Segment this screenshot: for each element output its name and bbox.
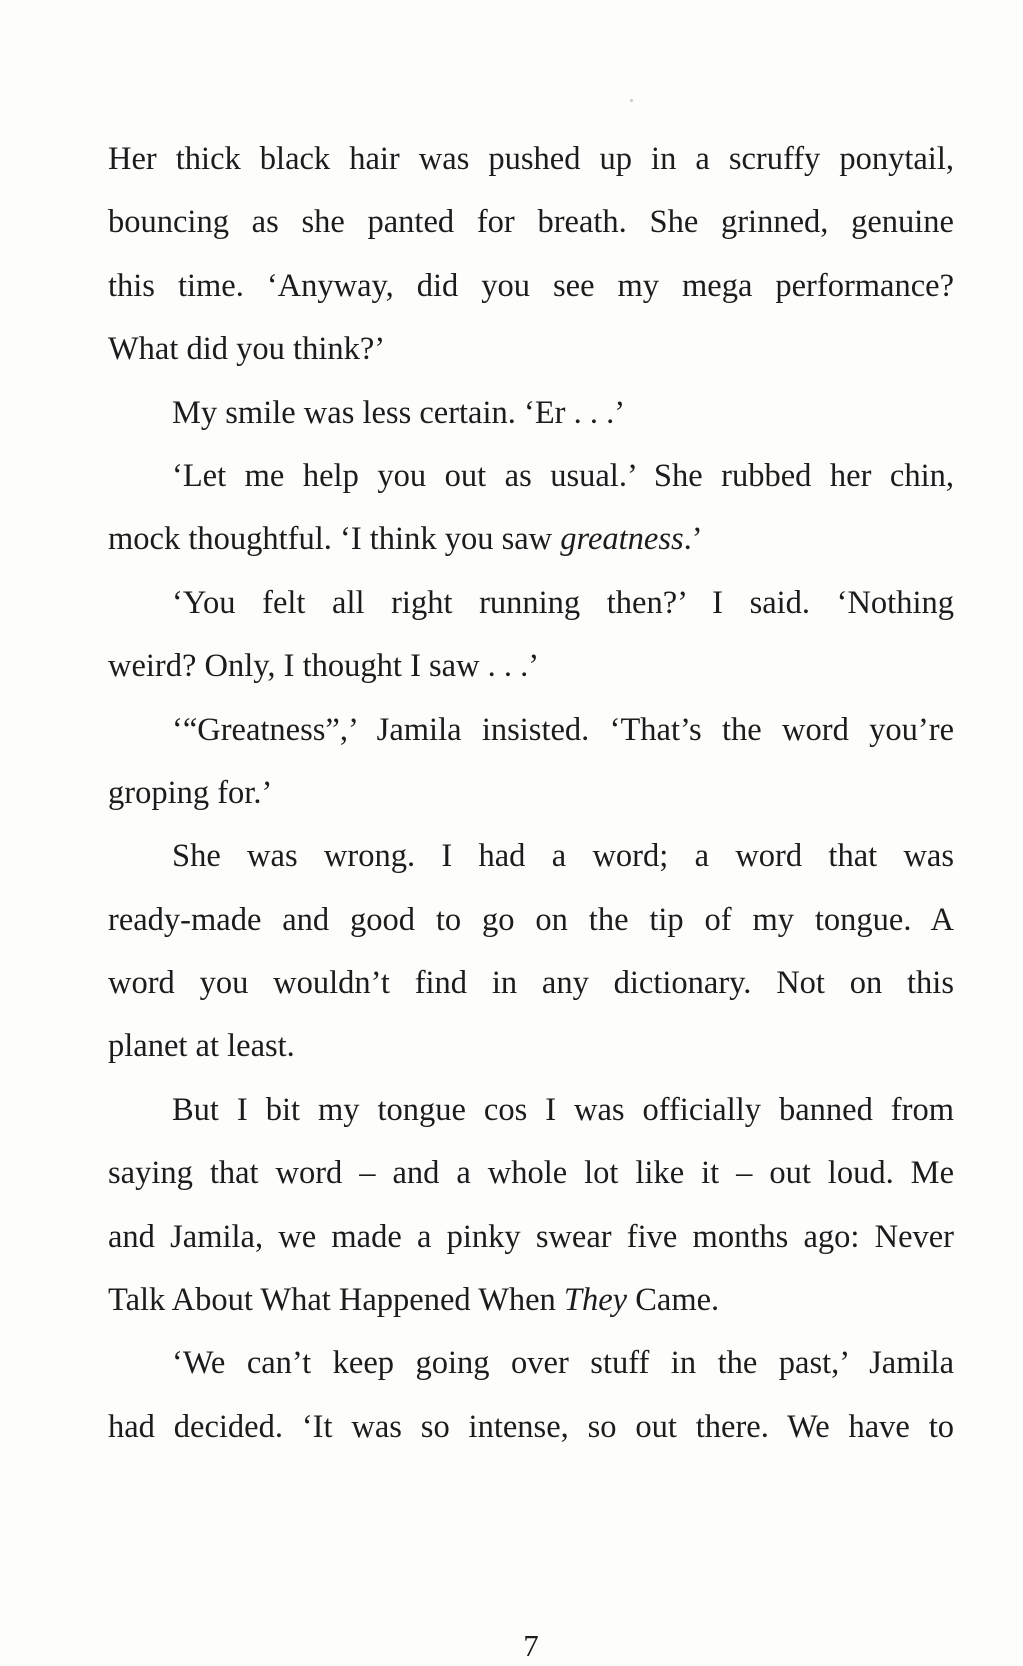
text-run: ‘We can’t keep going over stuff in the past,’ Jamila — [172, 1345, 954, 1382]
text-line — [108, 191, 954, 254]
text-run: What did you think?’ — [108, 331, 386, 368]
text-run: But I bit my tongue cos I was officially banned from — [172, 1091, 954, 1128]
text-line — [108, 1332, 954, 1395]
text-line — [108, 128, 954, 191]
text-line — [108, 382, 954, 445]
text-run: My smile was less certain. ‘Er . . .’ — [172, 394, 626, 431]
book-page-text — [108, 128, 954, 1459]
text-line — [108, 318, 954, 381]
text-line — [108, 889, 954, 952]
text-line — [108, 255, 954, 318]
text-line — [108, 1396, 954, 1459]
text-line — [108, 1269, 954, 1332]
text-run: ‘You felt all right running then?’ I said. ‘Nothing — [172, 584, 954, 621]
page-number: 7 — [523, 1628, 539, 1663]
text-line — [108, 825, 954, 888]
text-run: mock thoughtful. ‘I think you saw — [108, 521, 561, 558]
text-line — [108, 1142, 954, 1205]
paragraph — [108, 128, 954, 382]
italic-text-run: They — [563, 1282, 628, 1319]
text-line — [108, 762, 954, 825]
text-run: word you wouldn’t find in any dictionary. Not on this — [108, 965, 954, 1002]
text-run: She was wrong. I had a word; a word that was — [172, 838, 954, 875]
text-run: ready-made and good to go on the tip of my tongue. A — [108, 901, 954, 938]
text-run: planet at least. — [108, 1028, 295, 1065]
paragraph — [108, 1332, 954, 1459]
text-line — [108, 1206, 954, 1269]
text-line — [108, 445, 954, 508]
scan-speck — [630, 99, 633, 102]
text-run: ‘Let me help you out as usual.’ She rubbed her chin, — [172, 457, 954, 494]
text-run: weird? Only, I thought I saw . . .’ — [108, 648, 540, 685]
text-line — [108, 1079, 954, 1142]
text-run: Her thick black hair was pushed up in a scruffy ponytail, — [108, 141, 954, 177]
text-line — [108, 635, 954, 698]
paragraph — [108, 825, 954, 1079]
text-run: Came. — [627, 1282, 720, 1319]
text-run: and Jamila, we made a pinky swear five months ago: Never — [108, 1218, 954, 1255]
paragraph — [108, 445, 954, 572]
text-run: bouncing as she panted for breath. She grinned, genuine — [108, 204, 954, 241]
text-run: had decided. ‘It was so intense, so out there. We have to — [108, 1408, 954, 1445]
italic-text-run: greatness — [560, 521, 684, 558]
paragraph — [108, 699, 954, 826]
text-run: .’ — [683, 521, 703, 558]
paragraph — [108, 382, 954, 445]
text-line — [108, 952, 954, 1015]
text-line — [108, 1015, 954, 1078]
paragraph — [108, 1079, 954, 1333]
text-run: this time. ‘Anyway, did you see my mega performance? — [108, 267, 954, 304]
text-run: groping for.’ — [108, 774, 273, 811]
text-line — [108, 572, 954, 635]
paragraph — [108, 572, 954, 699]
text-run: saying that word – and a whole lot like it – out loud. Me — [108, 1155, 954, 1192]
text-run: ‘“Greatness”,’ Jamila insisted. ‘That’s the word you’re — [172, 711, 954, 748]
text-line — [108, 699, 954, 762]
text-line — [108, 508, 954, 571]
text-run: Talk About What Happened When — [108, 1282, 564, 1319]
